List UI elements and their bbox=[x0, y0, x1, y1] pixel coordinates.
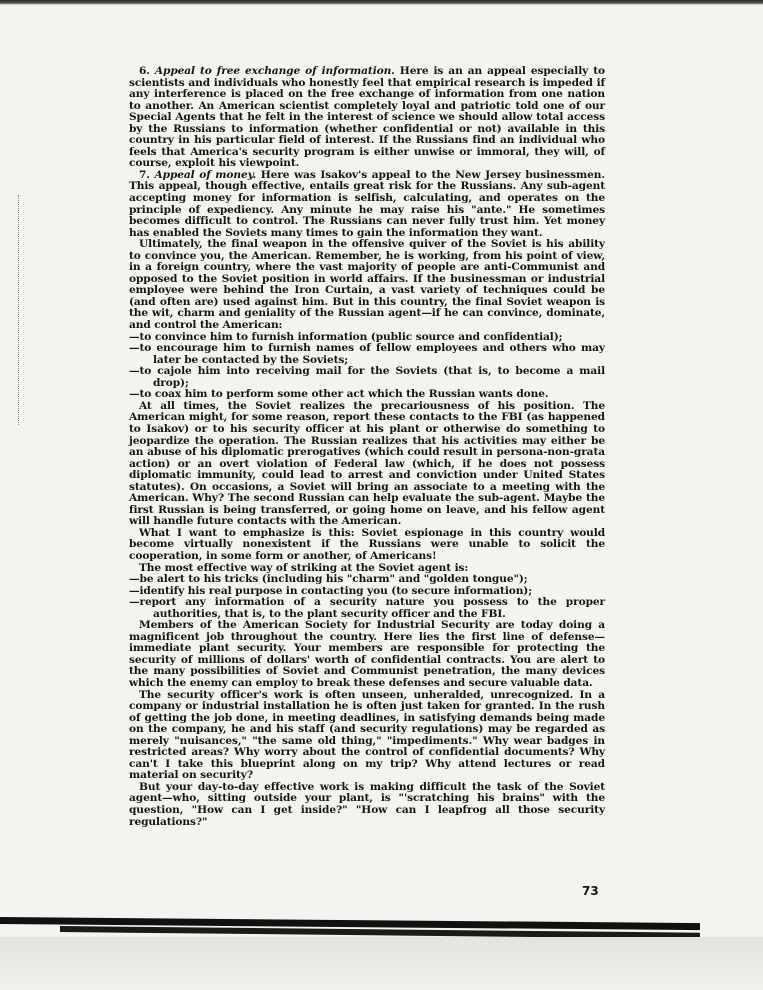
paragraph-appeal-information: 6. Appeal to free exchange of information. Here is an an appeal especially to scientists and individuals who honestly feel that empirical research is impeded if any interference is placed on the free exchange of information from one nation to another. An American scientist completely loyal and patriotic told one of our Special Agents that he felt in the interest of science we should allow total access by the Russians to information (whether confidential or not) available in this country in his particular field of interest. If the Russians find an individual who feels that America's security program is either unwise or immoral, they will, of course, exploit his viewpoint. bbox=[129, 65, 605, 170]
paragraph-final-weapon: Ultimately, the final weapon in the offensive quiver of the Soviet is his ability to convince you, the American. Remember, he is working, from his point of view, in a foreign country, where the vast majority of people are anti-Communist and opposed to the Soviet position in world affairs. If the businessman or industrial employee were behind the Iron Curtain, a vast variety of techniques could be (and often are) used against him. But in this country, the final Soviet weapon is the wit, charm and geniality of the Russian agent—if he can convince, dominate, and control the American: bbox=[129, 238, 605, 332]
scan-top-edge bbox=[0, 0, 763, 5]
page-number: 73 bbox=[582, 884, 599, 898]
binding-margin-marks bbox=[18, 195, 20, 425]
list-item: —identify his real purpose in contacting you (to secure information); bbox=[129, 584, 533, 597]
page-body bbox=[129, 66, 605, 828]
paragraph-emphasize: What I want to emphasize is this: Soviet espionage in this country would become virtually nonexistent if the Russians were unable to solicit the cooperation, in some form or another, of Americans! bbox=[129, 526, 605, 562]
paragraph-day-to-day: But your day-to-day effective work is making difficult the task of the Soviet agent—who, sitting outside your plant, is "'scratching his brains" with the question, "How can I get inside?" "How can I leapfrog all those security regulations?" bbox=[129, 780, 605, 828]
list-item: —to encourage him to furnish names of fellow employees and others who may later be contacted by the Soviets; bbox=[129, 342, 605, 366]
paragraph-precariousness: At all times, the Soviet realizes the precariousness of his position. The American might, for some reason, report these contacts to the FBI (as happened to Isakov) or to his security officer at his plant or otherwise do something to jeopardize the operation. The Russian realizes that his activities may either be an abuse of his diplomatic prerogatives (which could result in persona-non-grata action) or an overt violation of Federal law (which, if he does not possess diplomatic immunity, could lead to arrest and conviction under United States statutes). On occasions, a Soviet will bring an associate to a meeting with the American. Why? The second Russian can help evaluate the sub-agent. Maybe the first Russian is being transferred, or going home on leave, and his fellow agent will handle future contacts with the American. bbox=[129, 399, 605, 528]
list-item: —be alert to his tricks (including his "charm" and "golden tongue"); bbox=[129, 573, 528, 586]
list-item: —to cajole him into receiving mail for the Soviets (that is, to become a mail drop); bbox=[129, 365, 605, 389]
paragraph-members: Members of the American Society for Industrial Security are today doing a magnificent job throughout the country. Here lies the first line of defense—immediate plant security. Your members are responsible for protecting the security of millions of dollars' worth of confidential contracts. You are alert to the many possibilities of Soviet and Communist penetration, the many devices which the enemy can employ to break these defenses and secure valuable data. bbox=[129, 619, 605, 689]
list-item: —to coax him to perform some other act which the Russian wants done. bbox=[129, 388, 549, 401]
scan-bottom-edge bbox=[0, 915, 763, 990]
paragraph-most-effective: The most effective way of striking at the Soviet agent is: bbox=[139, 561, 469, 574]
list-item: —to convince him to furnish information (public source and confidential); bbox=[129, 330, 563, 343]
list-item: —report any information of a security nature you possess to the proper authorities, that is, to the plant security officer and the FBI. bbox=[129, 596, 605, 620]
paragraph-appeal-money: 7. Appeal of money. Here was Isakov's appeal to the New Jersey businessmen. This appeal, though effective, entails great risk for the Russians. Any sub-agent accepting money for information is selfish, calculating, and operates on the principle of expediency. Any minute he may raise his "ante." He sometimes becomes difficult to control. The Russians can never fully trust him. Yet money has enabled the Soviets many times to gain the information they want. bbox=[129, 168, 605, 239]
appeal-money-heading: Appeal of money. bbox=[154, 168, 257, 181]
scan-shadow bbox=[0, 937, 763, 990]
appeal-information-heading: Appeal to free exchange of information. bbox=[154, 65, 395, 77]
paragraph-security-officer: The security officer's work is often unseen, unheralded, unrecognized. In a company or industrial installation he is often just taken for granted. In the rush of getting the job done, in meeting deadlines, in satisfying demands being made on the company, he and his staff (and security regulations) may be regarded as merely "nuisances," "the same old thing," "impediments." Why wear badges in restricted areas? Why worry about the control of confidential documents? Why can't I take this blueprint along on my trip? Why attend lectures or read material on security? bbox=[129, 688, 605, 782]
